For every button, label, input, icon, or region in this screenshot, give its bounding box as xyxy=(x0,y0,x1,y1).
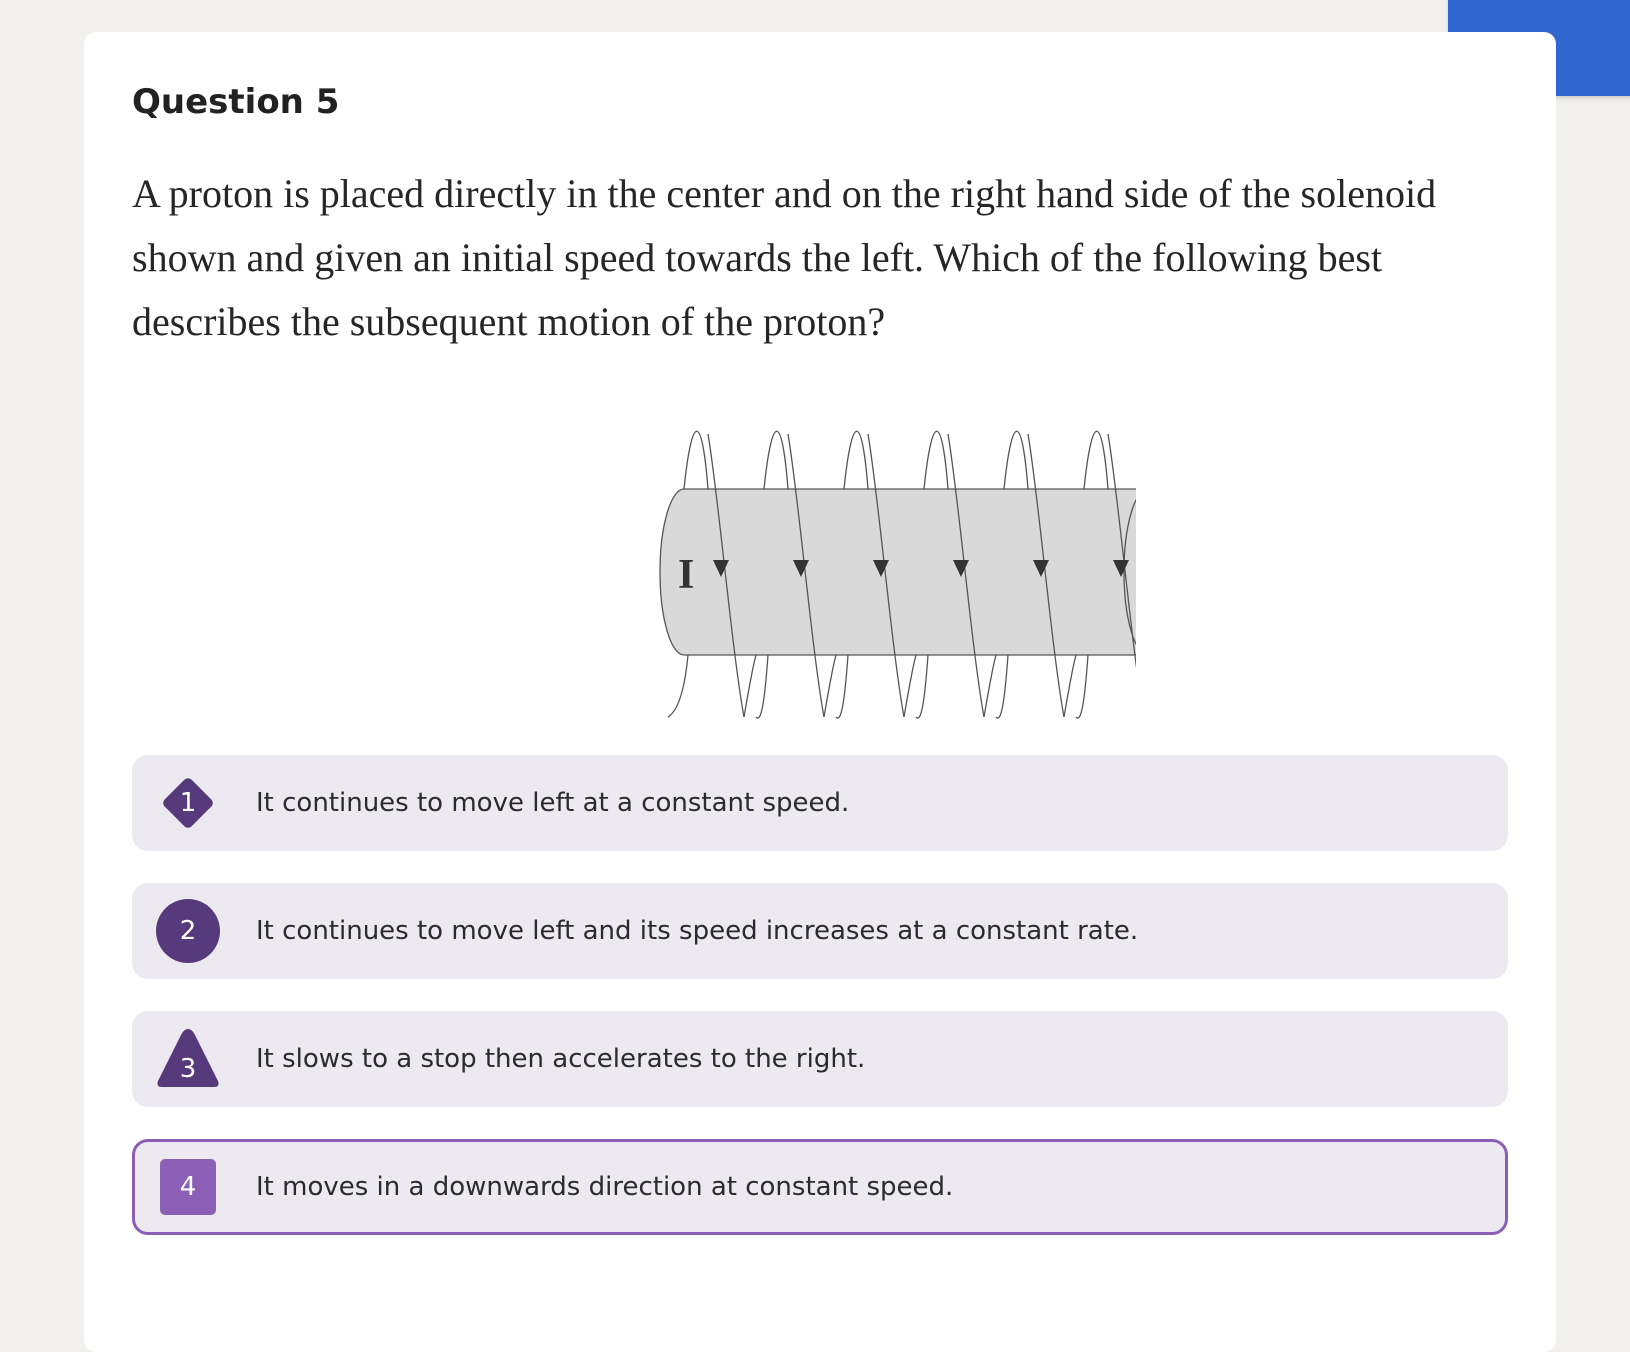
current-label: I xyxy=(678,552,695,598)
option-1[interactable] xyxy=(132,755,1508,851)
question-text: A proton is placed directly in the center and on the right hand side of the solenoid shown and given an initial speed towards the left. Which of the following best describes the subsequent motion of the proton? xyxy=(132,171,1437,344)
option-2[interactable] xyxy=(132,883,1508,979)
option-2-text: It continues to move left and its speed increases at a constant rate. xyxy=(256,916,1139,946)
option-2-badge: 2 xyxy=(154,897,222,965)
option-4-text: It moves in a downwards direction at constant speed. xyxy=(256,1172,954,1202)
option-4-badge: 4 xyxy=(154,1153,222,1221)
answer-options xyxy=(132,755,1508,1267)
option-3-text: It slows to a stop then accelerates to the right. xyxy=(256,1044,866,1074)
option-3[interactable] xyxy=(132,1011,1508,1107)
option-1-text: It continues to move left at a constant speed. xyxy=(256,788,850,818)
coil-back-arcs xyxy=(684,430,1136,489)
coil-bottom-loops xyxy=(744,655,1136,717)
option-4[interactable] xyxy=(132,1139,1508,1235)
option-1-badge: 1 xyxy=(154,769,222,837)
question-title: Question 5 xyxy=(132,82,340,122)
solenoid-diagram xyxy=(536,412,1136,752)
option-3-badge: 3 xyxy=(154,1025,222,1093)
